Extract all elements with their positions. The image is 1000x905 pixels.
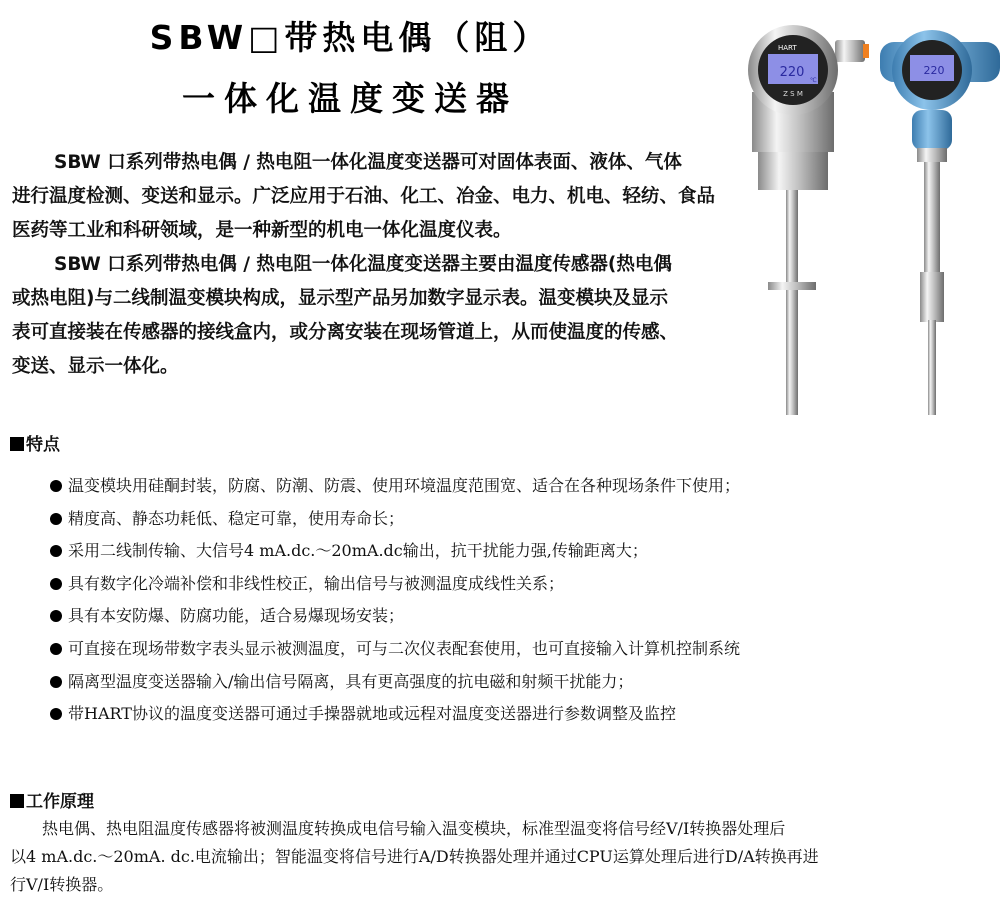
intro-line: 医药等工业和科研领域，是一种新型的机电一体化温度仪表。 xyxy=(12,220,512,241)
square-bullet-icon xyxy=(10,794,24,808)
list-item-text: 精度高、静态功耗低、稳定可靠，使用寿命长； xyxy=(68,508,405,528)
list-item xyxy=(50,668,740,701)
bullet-icon xyxy=(50,513,62,525)
principle-line: 热电偶、热电阻温度传感器将被测温度转换成电信号输入温变模块，标准型温变将信号经V/I转换器处理后 xyxy=(42,819,786,838)
bullet-icon xyxy=(50,708,62,720)
list-item xyxy=(50,537,740,570)
principle-line: 行V/I转换器。 xyxy=(10,875,114,894)
intro-line: 表可直接装在传感器的接线盒内，或分离安装在现场管道上，从而使温度的传感、 xyxy=(12,322,679,343)
list-item-text: 采用二线制传输、大信号4 mA.dc.～20mA.dc输出，抗干扰能力强,传输距离大； xyxy=(68,541,648,561)
list-item xyxy=(50,700,740,733)
features-heading-text: 特点 xyxy=(26,435,60,455)
intro-line: 变送、显示一体化。 xyxy=(12,356,179,377)
features-list xyxy=(50,472,740,733)
principle-text xyxy=(10,815,990,899)
intro-text xyxy=(12,146,732,384)
list-item-text: 温变模块用硅酮封装，防腐、防潮、防震、使用环境温度范围宽、适合在各种现场条件下使用； xyxy=(68,476,741,495)
principle-line: 以4 mA.dc.～20mA. dc.电流输出；智能温变将信号进行A/D转换器处理并通过CPU运算处理后进行D/A转换再进 xyxy=(10,847,819,866)
list-item-text: 带HART协议的温度变送器可通过手操器就地或远程对温度变送器进行参数调整及监控 xyxy=(68,704,676,724)
display-buttons: Z S M xyxy=(783,90,803,98)
display-brand: HART xyxy=(778,44,797,52)
bullet-icon xyxy=(50,676,62,688)
intro-line: 进行温度检测、变送和显示。广泛应用于石油、化工、冶金、电力、机电、轻纺、食品 xyxy=(12,186,716,207)
list-item xyxy=(50,472,740,505)
bullet-icon xyxy=(50,545,62,557)
display-unit: ℃ xyxy=(810,77,817,84)
list-item-text: 隔离型温度变送器输入/输出信号隔离，具有更高强度的抗电磁和射频干扰能力； xyxy=(68,671,634,691)
list-item xyxy=(50,635,740,668)
list-item-text: 具有本安防爆、防腐功能，适合易爆现场安装； xyxy=(68,606,405,626)
list-item-text: 具有数字化冷端补偿和非线性校正，输出信号与被测温度成线性关系； xyxy=(68,573,565,593)
list-item xyxy=(50,505,740,538)
display-value: 220 xyxy=(779,65,805,80)
bullet-icon xyxy=(50,643,62,655)
list-item-text: 可直接在现场带数字表头显示被测温度，可与二次仪表配套使用，也可直接输入计算机控制系统 xyxy=(68,638,741,658)
product-image xyxy=(740,20,1000,420)
bullet-icon xyxy=(50,578,62,590)
principle-heading xyxy=(10,787,94,812)
bullet-icon xyxy=(50,610,62,622)
features-heading xyxy=(10,430,60,455)
list-item xyxy=(50,570,740,603)
bullet-icon xyxy=(50,480,62,492)
page-title: SBW□带热电偶（阻） xyxy=(149,18,551,57)
list-item xyxy=(50,602,740,635)
intro-line: SBW 口系列带热电偶 / 热电阻一体化温度变送器主要由温度传感器(热电偶 xyxy=(54,254,672,275)
principle-heading-text: 工作原理 xyxy=(26,792,94,812)
display-value-2: 220 xyxy=(923,64,945,77)
intro-line: 或热电阻)与二线制温变模块构成，显示型产品另加数字显示表。温变模块及显示 xyxy=(12,288,668,309)
page-subtitle: 一体化温度变送器 xyxy=(182,79,518,118)
intro-line: SBW 口系列带热电偶 / 热电阻一体化温度变送器可对固体表面、液体、气体 xyxy=(54,152,682,173)
square-bullet-icon xyxy=(10,437,24,451)
